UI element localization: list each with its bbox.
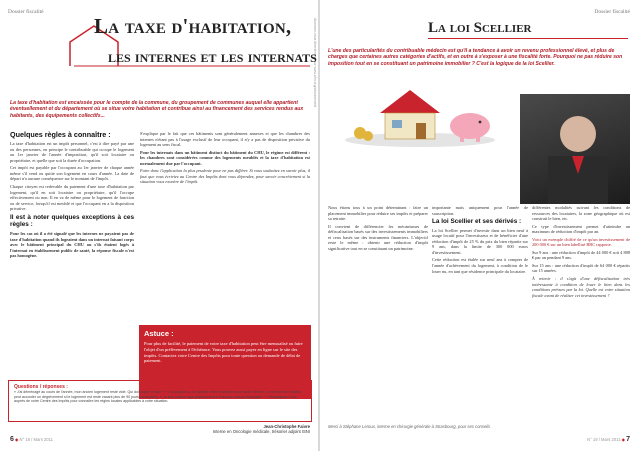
left-page [0,0,318,451]
section-title-rules: Quelques règles à connaître : [10,130,111,139]
left-column-1 [10,131,134,261]
section-title-scellier: La loi Scellier et ses dérivés : [432,218,522,226]
page-number: 6 [10,436,14,443]
signature-block: Merci à Stéphane Leroux, interne en chirurgie générale à Strasbourg, pour ses conseils [328,424,491,429]
portrait-icon [520,94,630,204]
questions-title: Questions / réponses : [14,384,68,390]
title-rule [428,38,628,39]
paragraph: Chaque citoyen est redevable du paiement d'une taxe d'habitation par logement, qu'il en soit locataire ou propriétaire, qu'il l'occupe effectivement ou non. Il en va de même pour le logement de fonction ou de service, lorsqu'il est meublé et que l'occupant en a la disposition privative. [10,184,134,212]
right-column-3 [532,205,630,300]
right-column-1 [328,205,428,253]
intro-paragraph: La taxe d'habitation est encaissée pour le compte de la commune, du groupement de communes auquel elle appartient éventuellement et du département où se situe votre habitation et contribue ainsi au financement des services rendus aux habitants, des équipements collectifs... [10,100,304,119]
intro-paragraph: L'une des particularités du contribuable médecin est qu'il a tendance à avoir un revenu professionnel élevé, et plus de charges que certaines autres catégories d'actifs, et en outre à s'exposer à une fiscalité forte. Pourquoi ne pas réduire son imposition tout en se constituant un patrimoine immobilier ? C'est la logique de la loi Scellier. [328,48,623,67]
paragraph: Faire donc l'application la plus prudente pour ne pas différer. Si vous souhaitez en savoir plus, il faut que vous écriviez au Centre des Impôts dont vous dépendez, pour savoir concrètement si la situation vous exonère de l'impôt. [140,168,310,185]
paragraph: Il convient de différencier les mécanismes de défiscalisation basés sur des investissements immobiliers et ceux basés sur des instruments financiers. L'objectif reste le même : obtenir une réduction d'impôt significative tout en se constituant un patrimoine. [328,223,428,251]
paragraph: S'explique par le fait que ces bâtiments sont généralement annexes et que les chambres des internes n'étant pas à l'usage exclusif de leur occupant, il n'y a pas de disposition privative du logement au sens fiscal. [140,131,310,148]
tip-title: Astuce : [144,329,174,338]
page-title: La taxe d'habitation, [94,14,292,38]
left-column-2 [140,131,310,187]
section-header: Dossier fiscalité [594,9,630,15]
paragraph: Nous étions tous à un point déterminant : faire un placement immobilier pour réduire ses impôts et préparer sa retraite. [328,205,428,222]
paragraph: Ce type d'investissement permet d'atteindre un maximum de réduction d'impôt par an. [532,223,630,235]
right-column-2 [432,205,528,276]
side-text: Abonnez-vous directement sur www.afm.org/abonnement [313,18,317,108]
page-title: La loi Scellier [428,20,532,36]
paragraph: Cette réduction est étalée sur neuf ans à compter de l'année d'achèvement du logement, à condition de le louer nu, en tant que résidence principale du locataire. [432,257,528,274]
paragraph: Cet impôt est payable par l'occupant au 1er janvier de chaque année même s'il vend ou quitte son logement en cours d'année. La date de départ n'a aucune conséquence sur le montant de l'impôt. [10,165,134,182]
questions-text: « J'ai déménagé au cours de l'année, mon ancien logement reste vide. Qui doit payer la taxe ? » L'occupant au 1er janvier reste redevable pour toute l'année. Le service des impôts peut accorder un dégrèvement si le logement est resté vacant plus de 90 jours consécutifs. « Je suis interne logé gratuitement à l'internat, suis-je imposable ? » Renseignez-vous auprès de votre Centre des Impôts pour connaître les règles locales applicables à votre situation. [14,390,301,404]
paragraph: Sur 15 ans : une réduction d'impôt de 64 000 € répartis sur 15 années. [532,262,630,274]
paragraph: Pour les cas où il a été signalé que les internes ne payaient pas de taxe d'habitation quand ils logeaient dans un internat faisant corps avec le bâtiment principal du CHU ou s'ils étaient logés à l'internat en établissement public de santé, la réponse fiscale n'est pas homogène. [10,230,134,259]
isni-logo: ◆ [15,437,20,442]
footer-right [587,436,630,443]
signature-role: Interne en Oncologie médicale, trésorier adjoint ISNI [212,429,310,435]
page-subtitle: les internes et les internats [108,47,317,66]
page-number: 7 [626,436,630,443]
paragraph: La taxe d'habitation est un impôt personnel, c'est à dire payé par une ou des personnes, en principe le contribuable qui occupe le logement au 1er janvier de l'année d'imposition, qu'il soit locataire ou propriétaire, et quelle que soit la durée d'occupation. [10,141,134,163]
signature-name: Jean-Christophe Faivre [263,424,310,429]
section-title-exceptions: Il est à noter quelques exceptions à ces règles : [10,213,134,229]
paragraph: importante mais uniquement pour l'année de souscription. [432,205,528,216]
footer-issue: N° 19 / Mars 2011 [19,437,53,442]
paragraph: La loi Scellier permet d'investir dans un bien neuf à usage locatif pour l'investisseur et de bénéficier d'une réduction d'impôt de 25 % du prix du bien répartie sur 9 ans, dans la limite de 300 000 euros d'investissement. [432,227,528,255]
footer-issue: N° 19 / Mars 2011 [587,437,621,442]
paragraph: Voici un exemple chiffré de ce qu'un investissement de 200 000 € sur un bien labellisé BBC rapporte. [532,236,630,248]
section-header: Dossier fiscalité [8,9,44,15]
tip-text: Pour plus de facilité, le paiement de votre taxe d'habitation peut être mensualisé ou faire l'objet d'un prélèvement à l'échéance. Vous pouvez aussi payer en ligne sur le site des impôts. Contactez votre Centre des Impôts pour toute question ou demande de délai de paiement. [144,341,303,364]
paragraph: Sur 9 ans : une réduction d'impôt de 44 000 € soit 4 888 € par an pendant 9 ans. [532,249,630,261]
isni-logo: ◆ [621,437,627,442]
paragraph: Pour les internats dans un bâtiment distinct du bâtiment du CHU, le régime est différent : les chambres sont considérées comme des logements meublés et la taxe d'habitation est normalement due par l'occupant. [140,149,310,166]
paragraph: différentes modalités suivant les conditions de ressources des locataires, la zone géographique où est construit le bien, etc. [532,205,630,222]
illustration-icon [330,78,510,153]
paragraph: À retenir : il s'agit d'une défiscalisation très intéressante à condition de louer le bien dans les conditions prévues par la loi. Quelle est votre situation fiscale avant de réaliser cet investissement ? [532,276,630,298]
house-piggy-bank-illustration [330,78,510,153]
right-page [320,0,638,451]
footer-left [10,436,53,443]
questions-box [8,380,312,422]
signature-block [160,424,310,434]
man-portrait [520,94,630,204]
